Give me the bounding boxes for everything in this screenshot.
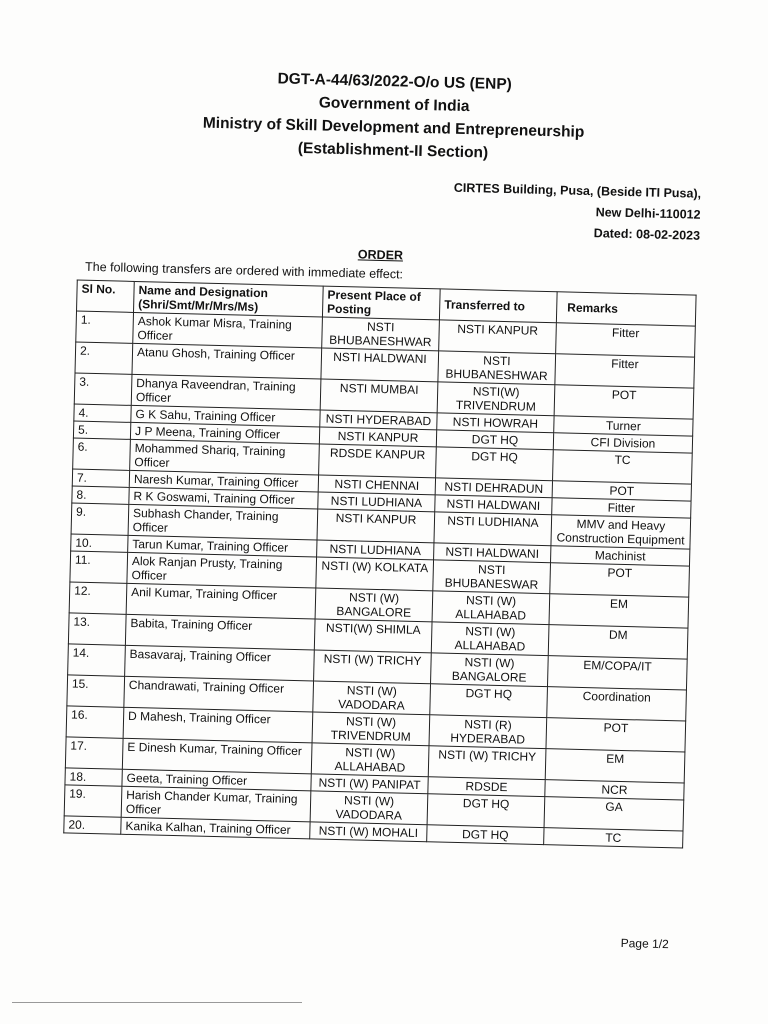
cell-remarks: EM/COPA/IT [547, 656, 687, 690]
header-transferred-to: Transferred to [439, 289, 557, 323]
cell-remarks: CFI Division [553, 433, 692, 453]
cell-sl-no: 11. [70, 551, 128, 583]
cell-remarks: Fitter [556, 323, 696, 357]
cell-sl-no: 15. [67, 675, 125, 707]
cell-name-designation: Atanu Ghosh, Training Officer [132, 343, 322, 379]
cell-remarks: Turner [554, 416, 693, 436]
cell-present-posting: NSTI (W) VADODARA [310, 791, 428, 825]
cell-name-designation: R K Goswami, Training Officer [129, 487, 318, 509]
cell-name-designation: Naresh Kumar, Training Officer [129, 470, 318, 492]
cell-present-posting: NSTI(W) SHIMLA [314, 619, 432, 653]
cell-present-posting: NSTI (W) MOHALI [310, 822, 427, 842]
cell-remarks: NCR [545, 780, 684, 800]
address-line-2: New Delhi-110012 [595, 205, 701, 222]
header-name-designation: Name and Designation (Shri/Smt/Mr/Mrs/Ms) [134, 281, 324, 317]
cell-present-posting: NSTI CHENNAI [318, 475, 435, 495]
cell-remarks: POT [554, 385, 694, 419]
cell-transferred-to: NSTI BHUBANESHWAR [438, 351, 556, 385]
cell-present-posting: NSTI MUMBAI [320, 379, 438, 413]
ministry-line: Ministry of Skill Development and Entrepreneurship [202, 114, 585, 141]
cell-transferred-to: DGT HQ [430, 684, 548, 718]
cell-transferred-to: NSTI (W) ALLAHABAD [431, 622, 549, 656]
cell-present-posting: NSTI LUDHIANA [317, 540, 434, 560]
cell-transferred-to: NSTI BHUBANESWAR [433, 560, 551, 594]
cell-sl-no: 9. [71, 503, 129, 535]
cell-sl-no: 20. [64, 816, 121, 834]
cell-present-posting: NSTI (W) TRICHY [314, 650, 432, 684]
cell-name-designation: Basavaraj, Training Officer [125, 645, 315, 681]
cell-present-posting: NSTI (W) BANGALORE [315, 588, 433, 622]
cell-sl-no: 3. [74, 373, 132, 405]
cell-remarks: EM [549, 594, 689, 628]
cell-remarks: TC [553, 450, 693, 484]
cell-sl-no: 13. [68, 613, 126, 645]
cell-transferred-to: NSTI DEHRADUN [435, 478, 552, 498]
cell-remarks: POT [546, 718, 686, 752]
cell-remarks: Machinist [551, 546, 690, 566]
order-sheet [39, 62, 710, 958]
transfers-table [63, 280, 696, 849]
section-line: (Establishment-II Section) [297, 139, 489, 162]
cell-transferred-to: NSTI HOWRAH [437, 413, 554, 433]
cell-remarks: POT [550, 563, 690, 597]
cell-sl-no: 5. [73, 421, 130, 439]
order-title: ORDER [357, 247, 404, 263]
cell-name-designation: Dhanya Raveendran, Training Officer [131, 374, 321, 410]
cell-remarks: Fitter [555, 354, 695, 388]
cell-transferred-to: NSTI LUDHIANA [434, 512, 552, 546]
transfers-table-body [64, 311, 696, 848]
cell-name-designation: Mohammed Shariq, Training Officer [130, 439, 320, 475]
cell-remarks: POT [552, 481, 691, 501]
cell-sl-no: 2. [75, 342, 133, 374]
cell-name-designation: Kanika Kalhan, Training Officer [121, 817, 310, 839]
cell-present-posting: NSTI KANPUR [317, 509, 435, 543]
cell-sl-no: 18. [65, 768, 122, 786]
address-line-1: CIRTES Building, Pusa, (Beside ITI Pusa), [453, 180, 702, 201]
cell-sl-no: 7. [72, 469, 129, 487]
cell-name-designation: E Dinesh Kumar, Training Officer [122, 738, 312, 774]
page-number: Page 1/2 [620, 936, 669, 952]
cell-transferred-to: NSTI HALDWANI [434, 543, 551, 563]
cell-remarks: TC [544, 828, 683, 848]
cell-sl-no: 10. [71, 534, 128, 552]
cell-transferred-to: NSTI(W) TRIVENDRUM [437, 382, 555, 416]
header-present-posting: Present Place of Posting [322, 286, 440, 320]
order-date: Dated: 08-02-2023 [593, 226, 701, 243]
cell-name-designation: Chandrawati, Training Officer [124, 676, 314, 712]
cell-remarks: Coordination [547, 687, 687, 721]
cell-sl-no: 19. [64, 785, 122, 817]
cell-present-posting: NSTI (W) PANIPAT [311, 774, 428, 794]
cell-transferred-to: NSTI (W) ALLAHABAD [432, 591, 550, 625]
cell-present-posting: NSTI (W) KOLKATA [316, 557, 434, 591]
cell-transferred-to: RDSDE [428, 777, 545, 797]
cell-name-designation: Ashok Kumar Misra, Training Officer [133, 312, 323, 348]
cell-present-posting: NSTI LUDHIANA [318, 492, 435, 512]
cell-remarks: Fitter [552, 498, 691, 518]
cell-transferred-to: NSTI KANPUR [439, 320, 557, 354]
cell-sl-no: 4. [74, 404, 131, 422]
cell-transferred-to: NSTI (W) TRICHY [428, 746, 546, 780]
cell-name-designation: Babita, Training Officer [125, 614, 315, 650]
cell-transferred-to: NSTI HALDWANI [435, 495, 552, 515]
cell-present-posting: NSTI (W) VADODARA [313, 681, 431, 715]
office-address [56, 168, 707, 247]
cell-present-posting: NSTI HALDWANI [321, 348, 439, 382]
cell-name-designation: Harish Chander Kumar, Training Officer [121, 786, 311, 822]
cell-sl-no: 8. [72, 486, 129, 504]
cell-sl-no: 14. [68, 644, 126, 676]
cell-sl-no: 1. [76, 311, 134, 343]
cell-remarks: EM [545, 749, 685, 783]
cell-sl-no: 12. [69, 582, 127, 614]
cell-name-designation: J P Meena, Training Officer [130, 422, 319, 444]
cell-transferred-to: NSTI (R) HYDERABAD [429, 715, 547, 749]
cell-remarks: MMV and Heavy Construction Equipment [551, 515, 691, 549]
cell-transferred-to: DGT HQ [436, 430, 553, 450]
cell-transferred-to: DGT HQ [427, 825, 544, 845]
cell-present-posting: NSTI BHUBANESHWAR [322, 317, 440, 351]
cell-name-designation: Anil Kumar, Training Officer [126, 583, 316, 619]
cell-present-posting: NSTI (W) TRIVENDRUM [312, 712, 430, 746]
cell-sl-no: 16. [66, 706, 124, 738]
intro-text: The following transfers are ordered with immediate effect: [84, 259, 404, 282]
cell-name-designation: Geeta, Training Officer [122, 769, 311, 791]
footer-rule [12, 1002, 302, 1003]
header-remarks: Remarks [556, 292, 696, 326]
cell-name-designation: Alok Ranjan Prusty, Training Officer [127, 552, 317, 588]
cell-transferred-to: DGT HQ [427, 794, 545, 828]
cell-present-posting: NSTI (W) ALLAHABAD [311, 743, 429, 777]
cell-sl-no: 6. [73, 438, 131, 470]
cell-remarks: DM [548, 625, 688, 659]
cell-present-posting: RDSDE KANPUR [319, 444, 437, 478]
cell-name-designation: G K Sahu, Training Officer [131, 405, 320, 427]
cell-present-posting: NSTI KANPUR [319, 427, 436, 447]
cell-transferred-to: DGT HQ [436, 447, 554, 481]
government-line: Government of India [318, 94, 470, 116]
header-sl-no: Sl No. [77, 280, 135, 312]
cell-present-posting: NSTI HYDERABAD [320, 410, 437, 430]
cell-name-designation: Tarun Kumar, Training Officer [128, 535, 317, 557]
cell-transferred-to: NSTI (W) BANGALORE [431, 653, 549, 687]
file-number: DGT-A-44/63/2022-O/o US (ENP) [277, 70, 513, 94]
cell-name-designation: Subhash Chander, Training Officer [128, 504, 318, 540]
cell-name-designation: D Mahesh, Training Officer [123, 707, 313, 743]
document-header [78, 63, 710, 170]
cell-remarks: GA [544, 797, 684, 831]
cell-sl-no: 17. [65, 737, 123, 769]
